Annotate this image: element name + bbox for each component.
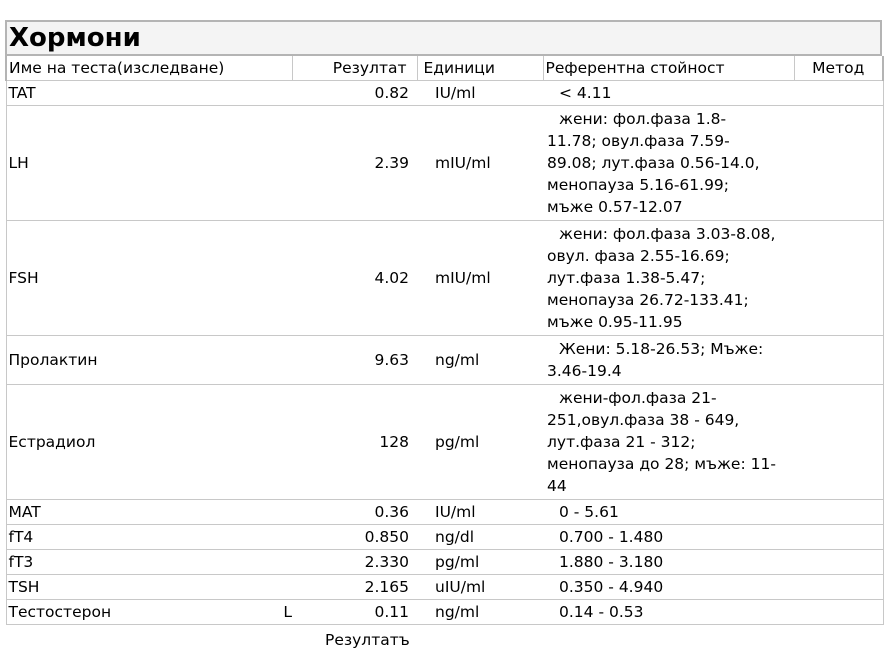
- section-title-bar: [5, 20, 882, 56]
- reference-line: 0 - 5.61: [559, 503, 619, 521]
- table-body: [6, 81, 883, 625]
- table-row: [6, 525, 883, 550]
- reference-line: овул. фаза 2.55-16.69;: [547, 247, 730, 265]
- column-header-method: Метод: [794, 56, 883, 81]
- result-value: 128: [292, 385, 417, 500]
- method-cell: [794, 500, 883, 525]
- result-value: 0.82: [292, 81, 417, 106]
- reference-line: менопауза до 28; мъже: 11-: [547, 455, 776, 473]
- method-cell: [794, 336, 883, 385]
- reference-line: 44: [547, 477, 567, 495]
- column-header-result: Резултат: [292, 56, 417, 81]
- result-value: 2.39: [292, 106, 417, 221]
- reference-line: мъже 0.57-12.07: [547, 198, 683, 216]
- table-row: [6, 336, 883, 385]
- reference-line: 0.350 - 4.940: [559, 578, 664, 596]
- reference-range: [543, 600, 794, 625]
- reference-line: < 4.11: [559, 84, 612, 102]
- section-title: Хормони: [9, 23, 141, 53]
- results-table: [5, 56, 884, 625]
- result-units: IU/ml: [417, 500, 543, 525]
- method-cell: [794, 385, 883, 500]
- test-name: FSH: [8, 269, 39, 287]
- table-row: [6, 575, 883, 600]
- test-name: TSH: [8, 578, 40, 596]
- result-units: mIU/ml: [417, 106, 543, 221]
- result-units: ng/ml: [417, 600, 543, 625]
- reference-line: 0.14 - 0.53: [559, 603, 644, 621]
- method-cell: [794, 221, 883, 336]
- method-cell: [794, 550, 883, 575]
- method-cell: [794, 600, 883, 625]
- test-name: TAT: [8, 84, 36, 102]
- reference-line: 3.46-19.4: [547, 362, 622, 380]
- reference-line: мъже 0.95-11.95: [547, 313, 683, 331]
- result-value: 4.02: [292, 221, 417, 336]
- reference-line: лут.фаза 21 - 312;: [547, 433, 696, 451]
- column-header-name: Име на теста(изследване): [6, 56, 292, 81]
- reference-range: [543, 550, 794, 575]
- reference-line: 11.78; овул.фаза 7.59-: [547, 132, 730, 150]
- test-name: LH: [8, 154, 29, 172]
- result-value: 2.165: [292, 575, 417, 600]
- table-row: [6, 500, 883, 525]
- reference-line: жени: фол.фаза 1.8-: [559, 110, 727, 128]
- reference-range: [543, 81, 794, 106]
- reference-line: лут.фаза 1.38-5.47;: [547, 269, 706, 287]
- reference-range: [543, 106, 794, 221]
- reference-line: жени: фол.фаза 3.03-8.08,: [559, 225, 776, 243]
- reference-range: [543, 500, 794, 525]
- test-name: Естрадиол: [8, 433, 96, 451]
- column-header-reference: Референтна стойност: [543, 56, 794, 81]
- reference-line: 251,овул.фаза 38 - 649,: [547, 411, 740, 429]
- reference-line: менопауза 26.72-133.41;: [547, 291, 749, 309]
- result-units: pg/ml: [417, 385, 543, 500]
- result-value: 0.850: [292, 525, 417, 550]
- reference-range: [543, 385, 794, 500]
- method-cell: [794, 106, 883, 221]
- result-value: 0.36: [292, 500, 417, 525]
- reference-line: жени-фол.фаза 21-: [559, 389, 717, 407]
- table-row: [6, 221, 883, 336]
- reference-range: [543, 575, 794, 600]
- table-row: [6, 600, 883, 625]
- table-row: [6, 550, 883, 575]
- reference-range: [543, 221, 794, 336]
- method-cell: [794, 525, 883, 550]
- result-units: ng/dl: [417, 525, 543, 550]
- result-units: mIU/ml: [417, 221, 543, 336]
- reference-line: 89.08; лут.фаза 0.56-14.0,: [547, 154, 760, 172]
- result-units: uIU/ml: [417, 575, 543, 600]
- test-name: Пролактин: [8, 351, 98, 369]
- test-name: fT3: [8, 553, 34, 571]
- reference-line: менопауза 5.16-61.99;: [547, 176, 730, 194]
- result-units: IU/ml: [417, 81, 543, 106]
- table-row: [6, 385, 883, 500]
- result-value: 9.63: [292, 336, 417, 385]
- reference-range: [543, 525, 794, 550]
- test-name: Тестостерон: [8, 603, 112, 621]
- reference-line: Жени: 5.18-26.53; Мъже:: [559, 340, 764, 358]
- footer-text-fragment: Резултатъ: [325, 631, 410, 649]
- reference-range: [543, 336, 794, 385]
- hormones-report: [5, 20, 882, 625]
- result-units: pg/ml: [417, 550, 543, 575]
- reference-line: 1.880 - 3.180: [559, 553, 664, 571]
- table-row: [6, 81, 883, 106]
- result-value: 0.11: [292, 600, 417, 625]
- test-name: MAT: [8, 503, 41, 521]
- table-row: [6, 106, 883, 221]
- column-header-units: Единици: [417, 56, 543, 81]
- test-name: fT4: [8, 528, 34, 546]
- table-header-row: [6, 56, 883, 81]
- result-value: 2.330: [292, 550, 417, 575]
- method-cell: [794, 575, 883, 600]
- result-units: ng/ml: [417, 336, 543, 385]
- reference-line: 0.700 - 1.480: [559, 528, 664, 546]
- result-flag: L: [283, 603, 292, 621]
- method-cell: [794, 81, 883, 106]
